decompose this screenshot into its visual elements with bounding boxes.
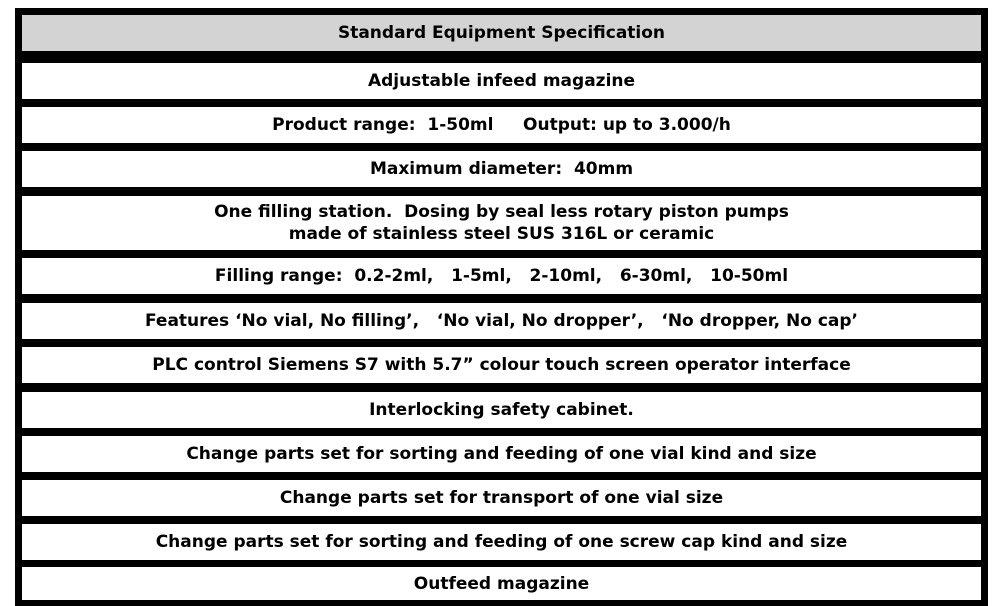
table-row [22, 303, 981, 339]
table-row [22, 107, 981, 143]
table-row [22, 524, 981, 560]
table-row [22, 196, 981, 250]
table-row-text: Outfeed magazine [413, 573, 590, 594]
table-row-text: One filling station. Dosing by seal less rotary piston pumps made of stainless steel SUS 316L or ceramic [214, 202, 789, 244]
table-row [22, 567, 981, 600]
table-row-text: Filling range: 0.2-2ml, 1-5ml, 2-10ml, 6-30ml, 10-50ml [214, 266, 789, 286]
table-row-text: Change parts set for sorting and feeding of one screw cap kind and size [155, 532, 848, 552]
table-row-text: Change parts set for sorting and feeding of one vial kind and size [186, 444, 817, 464]
table-row-text: Features ‘No vial, No filling’, ‘No vial, No dropper’, ‘No dropper, No cap’ [144, 311, 859, 331]
table-row-text: Adjustable infeed magazine [367, 71, 636, 91]
table-row-text: Change parts set for transport of one vial size [279, 488, 724, 508]
table-row-text: Maximum diameter: 40mm [369, 159, 634, 179]
table-row-text: Interlocking safety cabinet. [369, 400, 634, 420]
table-row [22, 258, 981, 294]
specification-table [15, 8, 988, 606]
table-row [22, 347, 981, 383]
table-row [22, 63, 981, 99]
table-row [22, 151, 981, 187]
table-row [22, 480, 981, 516]
table-row-text: Product range: 1-50ml Output: up to 3.000/h [272, 115, 731, 135]
table-header [22, 15, 981, 51]
table-header-label: Standard Equipment Specification [337, 23, 666, 43]
table-row-text: PLC control Siemens S7 with 5.7” colour touch screen operator interface [152, 355, 851, 375]
table-row [22, 392, 981, 428]
table-row [22, 436, 981, 472]
